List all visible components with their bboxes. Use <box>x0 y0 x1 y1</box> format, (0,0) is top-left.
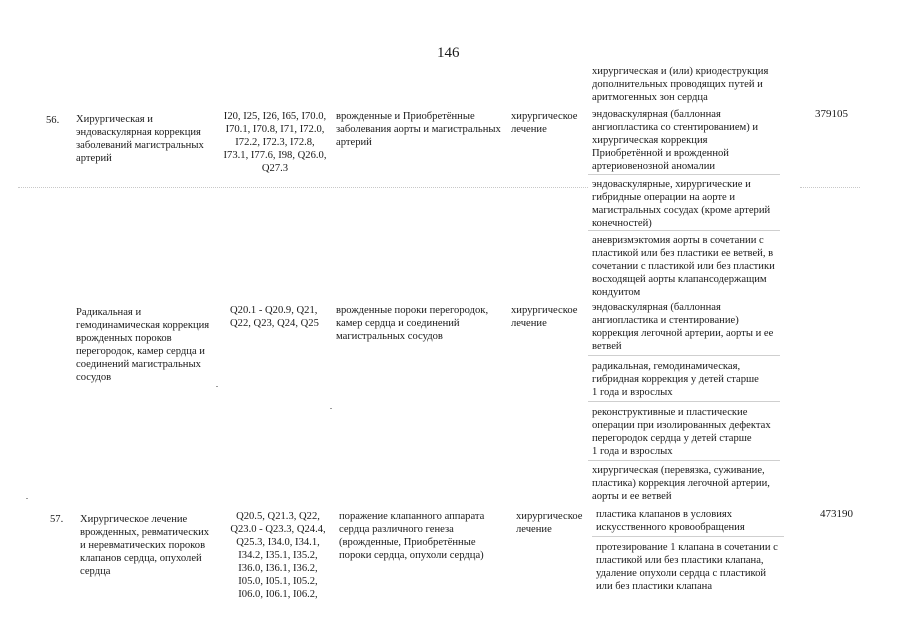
scan-artifact-line <box>800 187 860 188</box>
care-type-name: Хирургическая и эндоваскулярная коррекция заболеваний магистральных артерий <box>76 114 204 164</box>
treatment-method: пластика клапанов в условиях искусственного кровообращения <box>596 509 745 533</box>
page-number: 146 <box>437 45 460 61</box>
treatment-type: хирургическое лечение <box>511 111 578 135</box>
care-type-name: Хирургическое лечение врожденных, ревматических и неревматических пороков клапанов сердца, опухолей сердца <box>80 514 210 577</box>
treatment-method: аневризмэктомия аорты в сочетании с пластикой или без пластики ее ветвей, в сочетании с пластикой или без пластики восходящей аорты клапансодержащим кондуитом <box>592 235 775 298</box>
method-divider <box>588 355 780 356</box>
patient-model: врожденные и Приобретённые заболевания аорты и магистральных артерий <box>336 111 501 148</box>
row-number: 56. <box>46 115 60 126</box>
icd-codes: Q20.5, Q21.3, Q22, Q23.0 - Q23.3, Q24.4, Q25.3, I34.0, I34.1, I34.2, I35.1, I35.2, I36.0, I36.1, I36.2, I05.0, I05.1, I05.2, I06.0, I06.1, I06.2, <box>230 511 326 600</box>
scan-speck <box>216 386 218 387</box>
method-divider <box>588 401 780 402</box>
patient-model: поражение клапанного аппарата сердца различного генеза (врожденные, Приобретённые пороки сердца, опухоли сердца) <box>339 511 485 561</box>
icd-codes: I20, I25, I26, I65, I70.0, I70.1, I70.8, I71, I72.0, I72.2, I72.3, I72.8, I73.1, I77.6, I98, Q26.0, Q27.3 <box>223 111 327 174</box>
price: 379105 <box>815 108 848 120</box>
icd-codes: Q20.1 - Q20.9, Q21, Q22, Q23, Q24, Q25 <box>230 305 319 329</box>
method-divider <box>588 460 780 461</box>
treatment-type: хирургическое лечение <box>516 511 583 535</box>
care-type-name: Радикальная и гемодинамическая коррекция врожденных пороков перегородок, камер сердца и соединений магистральных сосудов <box>76 307 210 383</box>
treatment-method: реконструктивные и пластические операции при изолированных дефектах перегородок сердца у детей старше 1 года и взрослых <box>592 407 771 457</box>
scan-speck <box>330 408 332 409</box>
method-divider <box>588 174 780 175</box>
row-number: 57. <box>50 514 64 525</box>
treatment-method: эндоваскулярная (баллонная ангиопластика и стентирование) коррекция легочной артерии, аорты и ее ветвей <box>592 302 774 352</box>
treatment-method: эндоваскулярная (баллонная ангиопластика со стентированием) и хирургическая коррекция Приобретённой и врожденной артериовенозной аномалии <box>592 109 759 172</box>
treatment-method: протезирование 1 клапана в сочетании с пластикой или без пластики клапана, удаление опухоли сердца с пластикой или без пластики клапана <box>596 542 778 592</box>
treatment-method: эндоваскулярные, хирургические и гибридные операции на аорте и магистральных сосудах (кроме артерий конечностей) <box>592 179 771 229</box>
method-continuation: хирургическая и (или) криодеструкция дополнительных проводящих путей и аритмогенных зон сердца <box>592 66 769 103</box>
treatment-method: радикальная, гемодинамическая, гибридная коррекция у детей старше 1 года и взрослых <box>592 361 759 398</box>
treatment-method: хирургическая (перевязка, суживание, пластика) коррекция легочной артерии, аорты и ее ветвей <box>592 465 770 502</box>
scan-speck <box>26 498 28 499</box>
patient-model: врожденные пороки перегородок, камер сердца и соединений магистральных сосудов <box>336 305 489 342</box>
treatment-type: хирургическое лечение <box>511 305 578 329</box>
scan-artifact-line <box>18 187 588 188</box>
method-divider <box>588 230 780 231</box>
method-divider <box>592 536 784 537</box>
price: 473190 <box>820 508 853 520</box>
